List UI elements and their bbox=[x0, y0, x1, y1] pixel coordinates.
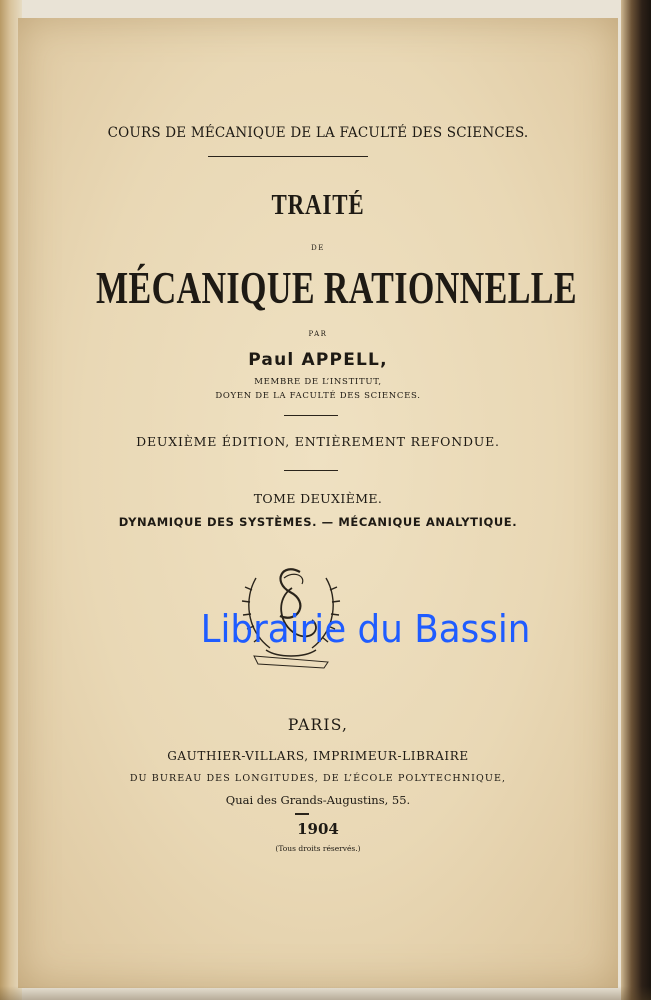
author-role-institut: MEMBRE DE L’INSTITUT, bbox=[254, 377, 382, 387]
publisher-name: GAUTHIER-VILLARS, IMPRIMEUR-LIBRAIRE bbox=[167, 749, 469, 763]
publication-city: PARIS, bbox=[287, 716, 349, 734]
title-mecanique-rationnelle: MÉCANIQUE RATIONNELLE bbox=[96, 262, 577, 313]
volume-subject: DYNAMIQUE DES SYSTÈMES. — MÉCANIQUE ANALYTIQUE. bbox=[118, 515, 518, 529]
title-page bbox=[18, 18, 618, 988]
by-label: PAR bbox=[308, 330, 328, 338]
publication-year: 1904 bbox=[297, 820, 339, 838]
book-binding-edge bbox=[621, 0, 651, 1000]
divider-rule bbox=[284, 415, 338, 416]
volume-label: TOME DEUXIÈME. bbox=[253, 491, 383, 506]
year-dash bbox=[295, 813, 309, 815]
author-name: Paul APPELL, bbox=[248, 350, 388, 370]
title-de: DE bbox=[311, 244, 325, 252]
edition-note: DEUXIÈME ÉDITION, ENTIÈREMENT REFONDUE. bbox=[136, 434, 500, 449]
publisher-affiliation: DU BUREAU DES LONGITUDES, DE L’ÉCOLE POLYTECHNIQUE, bbox=[129, 773, 507, 784]
bookseller-watermark: Librairie du Bassin bbox=[200, 607, 531, 651]
author-role-doyen: DOYEN DE LA FACULTÉ DES SCIENCES. bbox=[215, 391, 421, 401]
divider-rule bbox=[284, 470, 338, 471]
title-traite: TRAITÉ bbox=[271, 190, 365, 221]
rights-notice: (Tous droits réservés.) bbox=[275, 844, 361, 853]
publisher-address: Quai des Grands-Augustins, 55. bbox=[225, 793, 411, 807]
series-heading: COURS DE MÉCANIQUE DE LA FACULTÉ DES SCIENCES. bbox=[107, 125, 529, 141]
page-bottom-shadow bbox=[0, 986, 651, 1000]
top-divider-rule bbox=[208, 156, 368, 157]
